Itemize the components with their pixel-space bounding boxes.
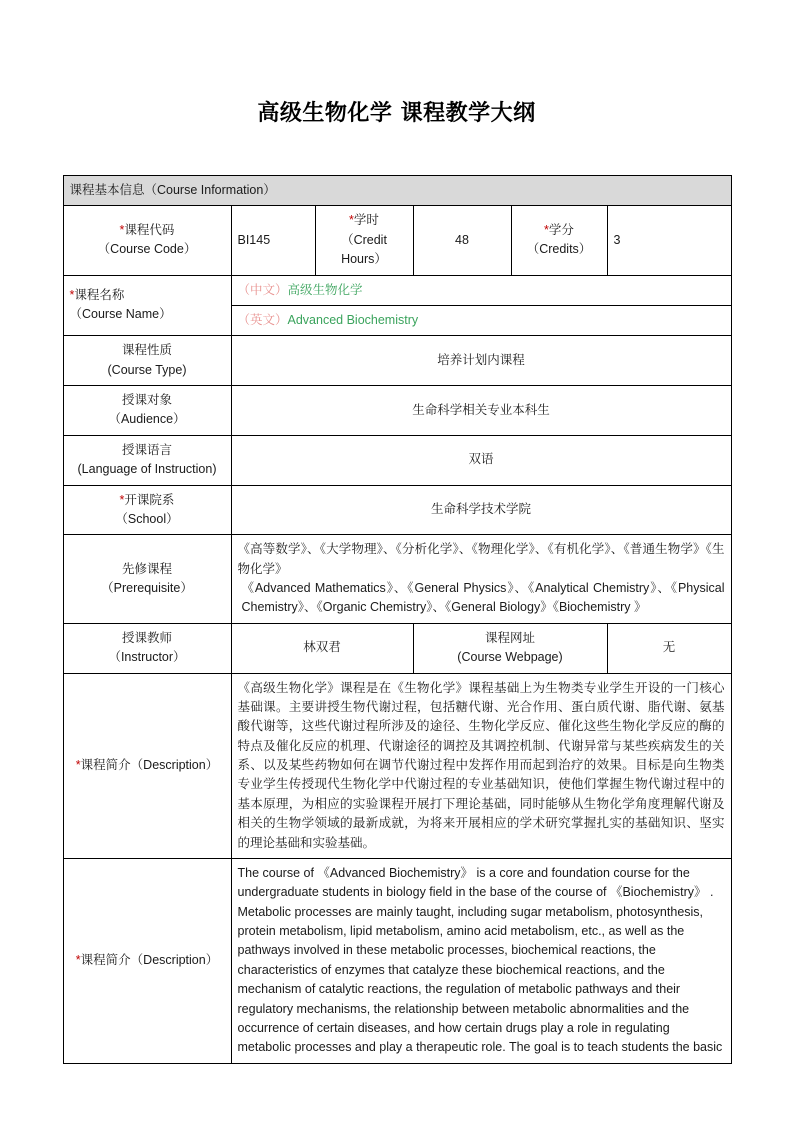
prerequisite-label-cn: 先修课程 <box>121 561 172 576</box>
table-row <box>63 485 731 535</box>
table-row <box>63 673 731 858</box>
table-section-header-row <box>63 176 731 206</box>
credits-label <box>511 206 607 275</box>
course-name-cn-value: 高级生物化学 <box>287 282 363 297</box>
prerequisite-label-en: （Prerequisite） <box>101 581 193 595</box>
page-title: 高级生物化学 课程教学大纲 <box>257 101 536 126</box>
required-asterisk: * <box>349 213 354 228</box>
description-cn-label-text: 课程简介（Description） <box>80 758 219 772</box>
course-type-label-cn: 课程性质 <box>121 343 172 358</box>
prerequisite-value-cn: 《高等数学》、《大学物理》、《分析化学》、《物理化学》、《有机化学》、《普通生物学》《生物化学》 <box>237 542 725 576</box>
language-value: 双语 <box>231 435 731 485</box>
table-row <box>63 623 731 673</box>
credit-hours-label-en: （Credit Hours） <box>341 232 387 267</box>
required-asterisk: * <box>75 758 81 772</box>
course-name-en-tag: （英文） <box>237 312 288 327</box>
table-row <box>63 275 731 305</box>
table-row <box>63 336 731 386</box>
school-label-en: （School） <box>115 511 179 526</box>
required-asterisk: * <box>119 223 125 238</box>
table-row <box>63 535 731 624</box>
course-type-label-en: (Course Type) <box>107 362 187 377</box>
table-row <box>63 206 731 275</box>
instructor-label-cn: 授课教师 <box>121 630 172 645</box>
audience-label-cn: 授课对象 <box>121 393 172 407</box>
table-row <box>63 386 731 436</box>
webpage-label-en: (Course Webpage) <box>457 650 563 665</box>
prerequisite-value-cell <box>231 535 731 624</box>
course-name-label <box>63 275 231 336</box>
school-value: 生命科学技术学院 <box>231 485 731 535</box>
course-code-label <box>63 206 231 275</box>
course-information-table-wrapper <box>63 127 731 1064</box>
course-name-cn-cell <box>231 275 731 305</box>
description-en-value: The course of 《Advanced Biochemistry》 is a core and foundation course for the undergraduate students in biology field in the base of the course of 《Biochemistry》 . Metabolic processes are mainly taught, including sugar metabolism, photosynthesis, protein metabolism, lipid metabolism, amino acid metabolism, etc., as well as the pathways involved in these metabolic processes, biochemical reactions, the characteristics of enzymes that catalyze these biochemical reactions, and the mechanism of catalytic reactions, the regulation of metabolic pathways and their regulatory mechanisms, the relationship between metabolic abnormalities and the occurrence of certain diseases, and how certain drugs play a role in regulating metabolic processes and play a therapeutic role. The goal is to teach students the basic <box>231 858 731 1063</box>
description-cn-label <box>63 673 231 858</box>
course-name-label-cn: 课程名称 <box>74 288 125 302</box>
school-label-cn: 开课院系 <box>124 492 175 507</box>
course-name-label-en: （Course Name） <box>69 307 172 322</box>
table-row <box>63 435 731 485</box>
language-label-en: (Language of Instruction) <box>77 462 217 477</box>
prerequisite-label <box>63 535 231 624</box>
description-en-label-text: 课程简介（Description） <box>80 953 219 968</box>
instructor-value: 林双君 <box>231 623 413 673</box>
credit-hours-label-cn: 学时 <box>353 213 379 228</box>
instructor-label-en: （Instructor） <box>108 650 186 665</box>
language-label-cn: 授课语言 <box>121 442 172 457</box>
credit-hours-value: 48 <box>413 206 511 275</box>
description-en-label <box>63 858 231 1063</box>
webpage-value: 无 <box>607 623 731 673</box>
required-asterisk: * <box>75 953 81 968</box>
webpage-label-cn: 课程网址 <box>484 630 535 645</box>
course-type-label <box>63 336 231 386</box>
audience-label-en: （Audience） <box>108 412 186 427</box>
webpage-label <box>413 623 607 673</box>
audience-value: 生命科学相关专业本科生 <box>231 386 731 436</box>
credit-hours-label <box>315 206 413 275</box>
audience-label <box>63 386 231 436</box>
course-name-en-cell <box>231 305 731 335</box>
table-row <box>63 858 731 1063</box>
language-label <box>63 435 231 485</box>
prerequisite-value-en: 《Advanced Mathematics》、《General Physics》、《Analytical Chemistry》、《Physical Chemistry》、《Organic Chemistry》、《General Biology》《Biochemistry 》 <box>241 581 725 615</box>
credits-label-cn: 学分 <box>548 223 574 238</box>
course-information-table <box>63 175 732 1064</box>
section-header-label: 课程基本信息（Course Information） <box>63 176 731 206</box>
school-label <box>63 485 231 535</box>
course-type-value: 培养计划内课程 <box>231 336 731 386</box>
credits-value: 3 <box>607 206 731 275</box>
course-name-cn-tag: （中文） <box>237 282 288 297</box>
instructor-label <box>63 623 231 673</box>
required-asterisk: * <box>544 223 549 238</box>
course-code-value: BI145 <box>231 206 315 275</box>
course-name-en-value: Advanced Biochemistry <box>287 312 419 327</box>
description-cn-value: 《高级生物化学》课程是在《生物化学》课程基础上为生物类专业学生开设的一门核心基础课。主要讲授生物代谢过程，包括糖代谢、光合作用、蛋白质代谢、脂代谢、氨基酸代谢等，这些代谢过程所涉及的途径、生物化学反应、催化这些生物化学反应的酶的特点及催化反应的机理、代谢途径的调控及其调控机制、代谢异常与某些疾病发生的关系、以及某些药物如何在调节代谢过程中发挥作用而起到治疗的效果。目标是向生物类专业学生传授现代生物化学中代谢过程的专业基础知识，使他们掌握生物代谢过程中的基本原理，为相应的实验课程开展打下理论基础，同时能够从生物化学角度理解代谢及相关的生物学领域的最新成就，为将来开展相应的学术研究掌握扎实的基础知识、坚实的理论基础和实验基础。 <box>231 673 731 858</box>
credits-label-en: （Credits） <box>526 242 592 257</box>
course-code-label-en: （Course Code） <box>97 242 197 257</box>
required-asterisk: * <box>69 288 75 302</box>
course-code-label-cn: 课程代码 <box>124 223 175 238</box>
required-asterisk: * <box>119 492 125 507</box>
